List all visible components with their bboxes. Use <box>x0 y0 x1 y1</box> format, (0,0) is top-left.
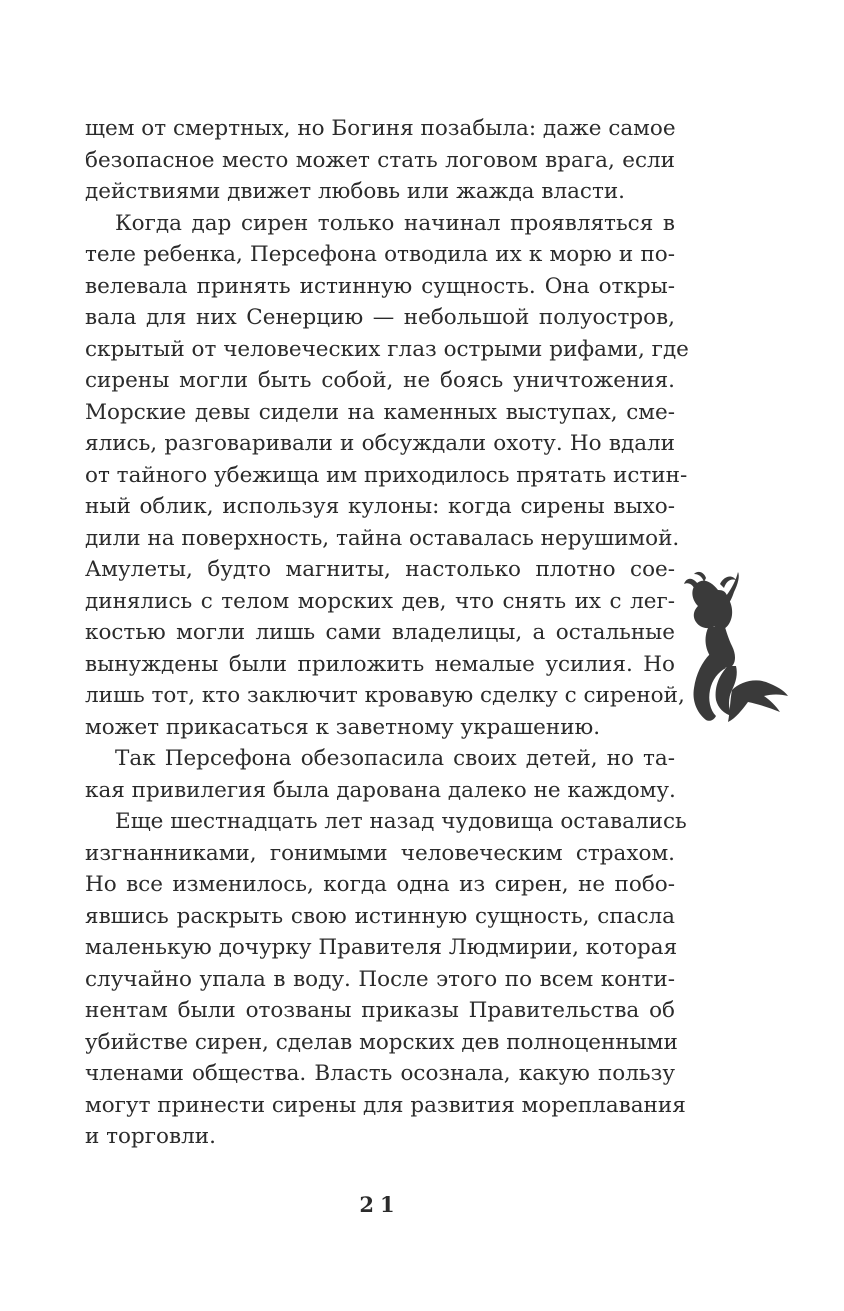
text-line: нентам были отозваны приказы Правительства об <box>85 998 675 1023</box>
text-line: Амулеты, будто магниты, настолько плотно сое- <box>85 557 675 582</box>
text-line: Так Персефона обезопасила своих детей, но та- <box>115 746 675 771</box>
text-line: ный облик, используя кулоны: когда сирены выхо- <box>85 494 675 519</box>
mermaid-silhouette-icon <box>680 570 790 730</box>
text-line: членами общества. Власть осознала, какую пользу <box>85 1061 675 1086</box>
text-line: Морские девы сидели на каменных выступах, сме- <box>85 399 675 425</box>
text-line: дили на поверхность, тайна оставалась нерушимой. <box>85 525 680 551</box>
text-line: сирены могли быть собой, не боясь уничтожения. <box>85 368 675 393</box>
paragraph <box>85 743 675 806</box>
text-line: от тайного убежища им приходилось прятать истин- <box>85 462 688 488</box>
text-line: маленькую дочурку Правителя Людмирии, которая <box>85 935 678 960</box>
text-line: лишь тот, кто заключит кровавую сделку с сиреной, <box>85 683 685 708</box>
text-line: костью могли лишь сами владелицы, а остальные <box>85 620 675 645</box>
text-line: Когда дар сирен только начинал проявляться в <box>115 210 675 236</box>
text-line: теле ребенка, Персефона отводила их к морю и по- <box>85 242 675 267</box>
text-line: случайно упала в воду. После этого по всем конти- <box>85 966 675 992</box>
text-line: действиями движет любовь или жажда власти. <box>85 179 626 204</box>
text-line: Но все изменилось, когда одна из сирен, не побо- <box>85 872 675 897</box>
text-line: ялись, разговаривали и обсуждали охоту. Но вдали <box>85 431 675 456</box>
paragraph <box>85 806 687 1153</box>
text-line: динялись с телом морских дев, что снять их с лег- <box>85 588 675 614</box>
text-line: Еще шестнадцать лет назад чудовища оставались <box>115 809 687 834</box>
text-line: может прикасаться к заветному украшению. <box>85 714 601 740</box>
text-line: скрытый от человеческих глаз острыми рифами, где <box>85 336 689 362</box>
text-line: щем от смертных, но Богиня позабыла: даже самое <box>85 116 676 141</box>
text-line: убийстве сирен, сделав морских дев полноценными <box>85 1029 678 1055</box>
text-line: велевала принять истинную сущность. Она откры- <box>85 273 675 299</box>
page-number: 21 <box>359 1192 401 1217</box>
text-line: изгнанниками, гонимыми человеческим страхом. <box>85 840 675 866</box>
paragraph <box>85 113 675 208</box>
text-line: могут принести сирены для развития мореплавания <box>85 1092 686 1118</box>
paragraph <box>85 208 689 744</box>
body-text <box>85 113 689 1153</box>
text-line: явшись раскрыть свою истинную сущность, спасла <box>85 903 675 929</box>
text-line: безопасное место может стать логовом врага, если <box>85 147 675 173</box>
text-line: и торговли. <box>85 1124 216 1149</box>
text-line: вынуждены были приложить немалые усилия. Но <box>85 651 675 677</box>
text-line: вала для них Сенерцию — небольшой полуостров, <box>85 305 675 330</box>
text-line: кая привилегия была дарована далеко не каждому. <box>85 777 676 803</box>
